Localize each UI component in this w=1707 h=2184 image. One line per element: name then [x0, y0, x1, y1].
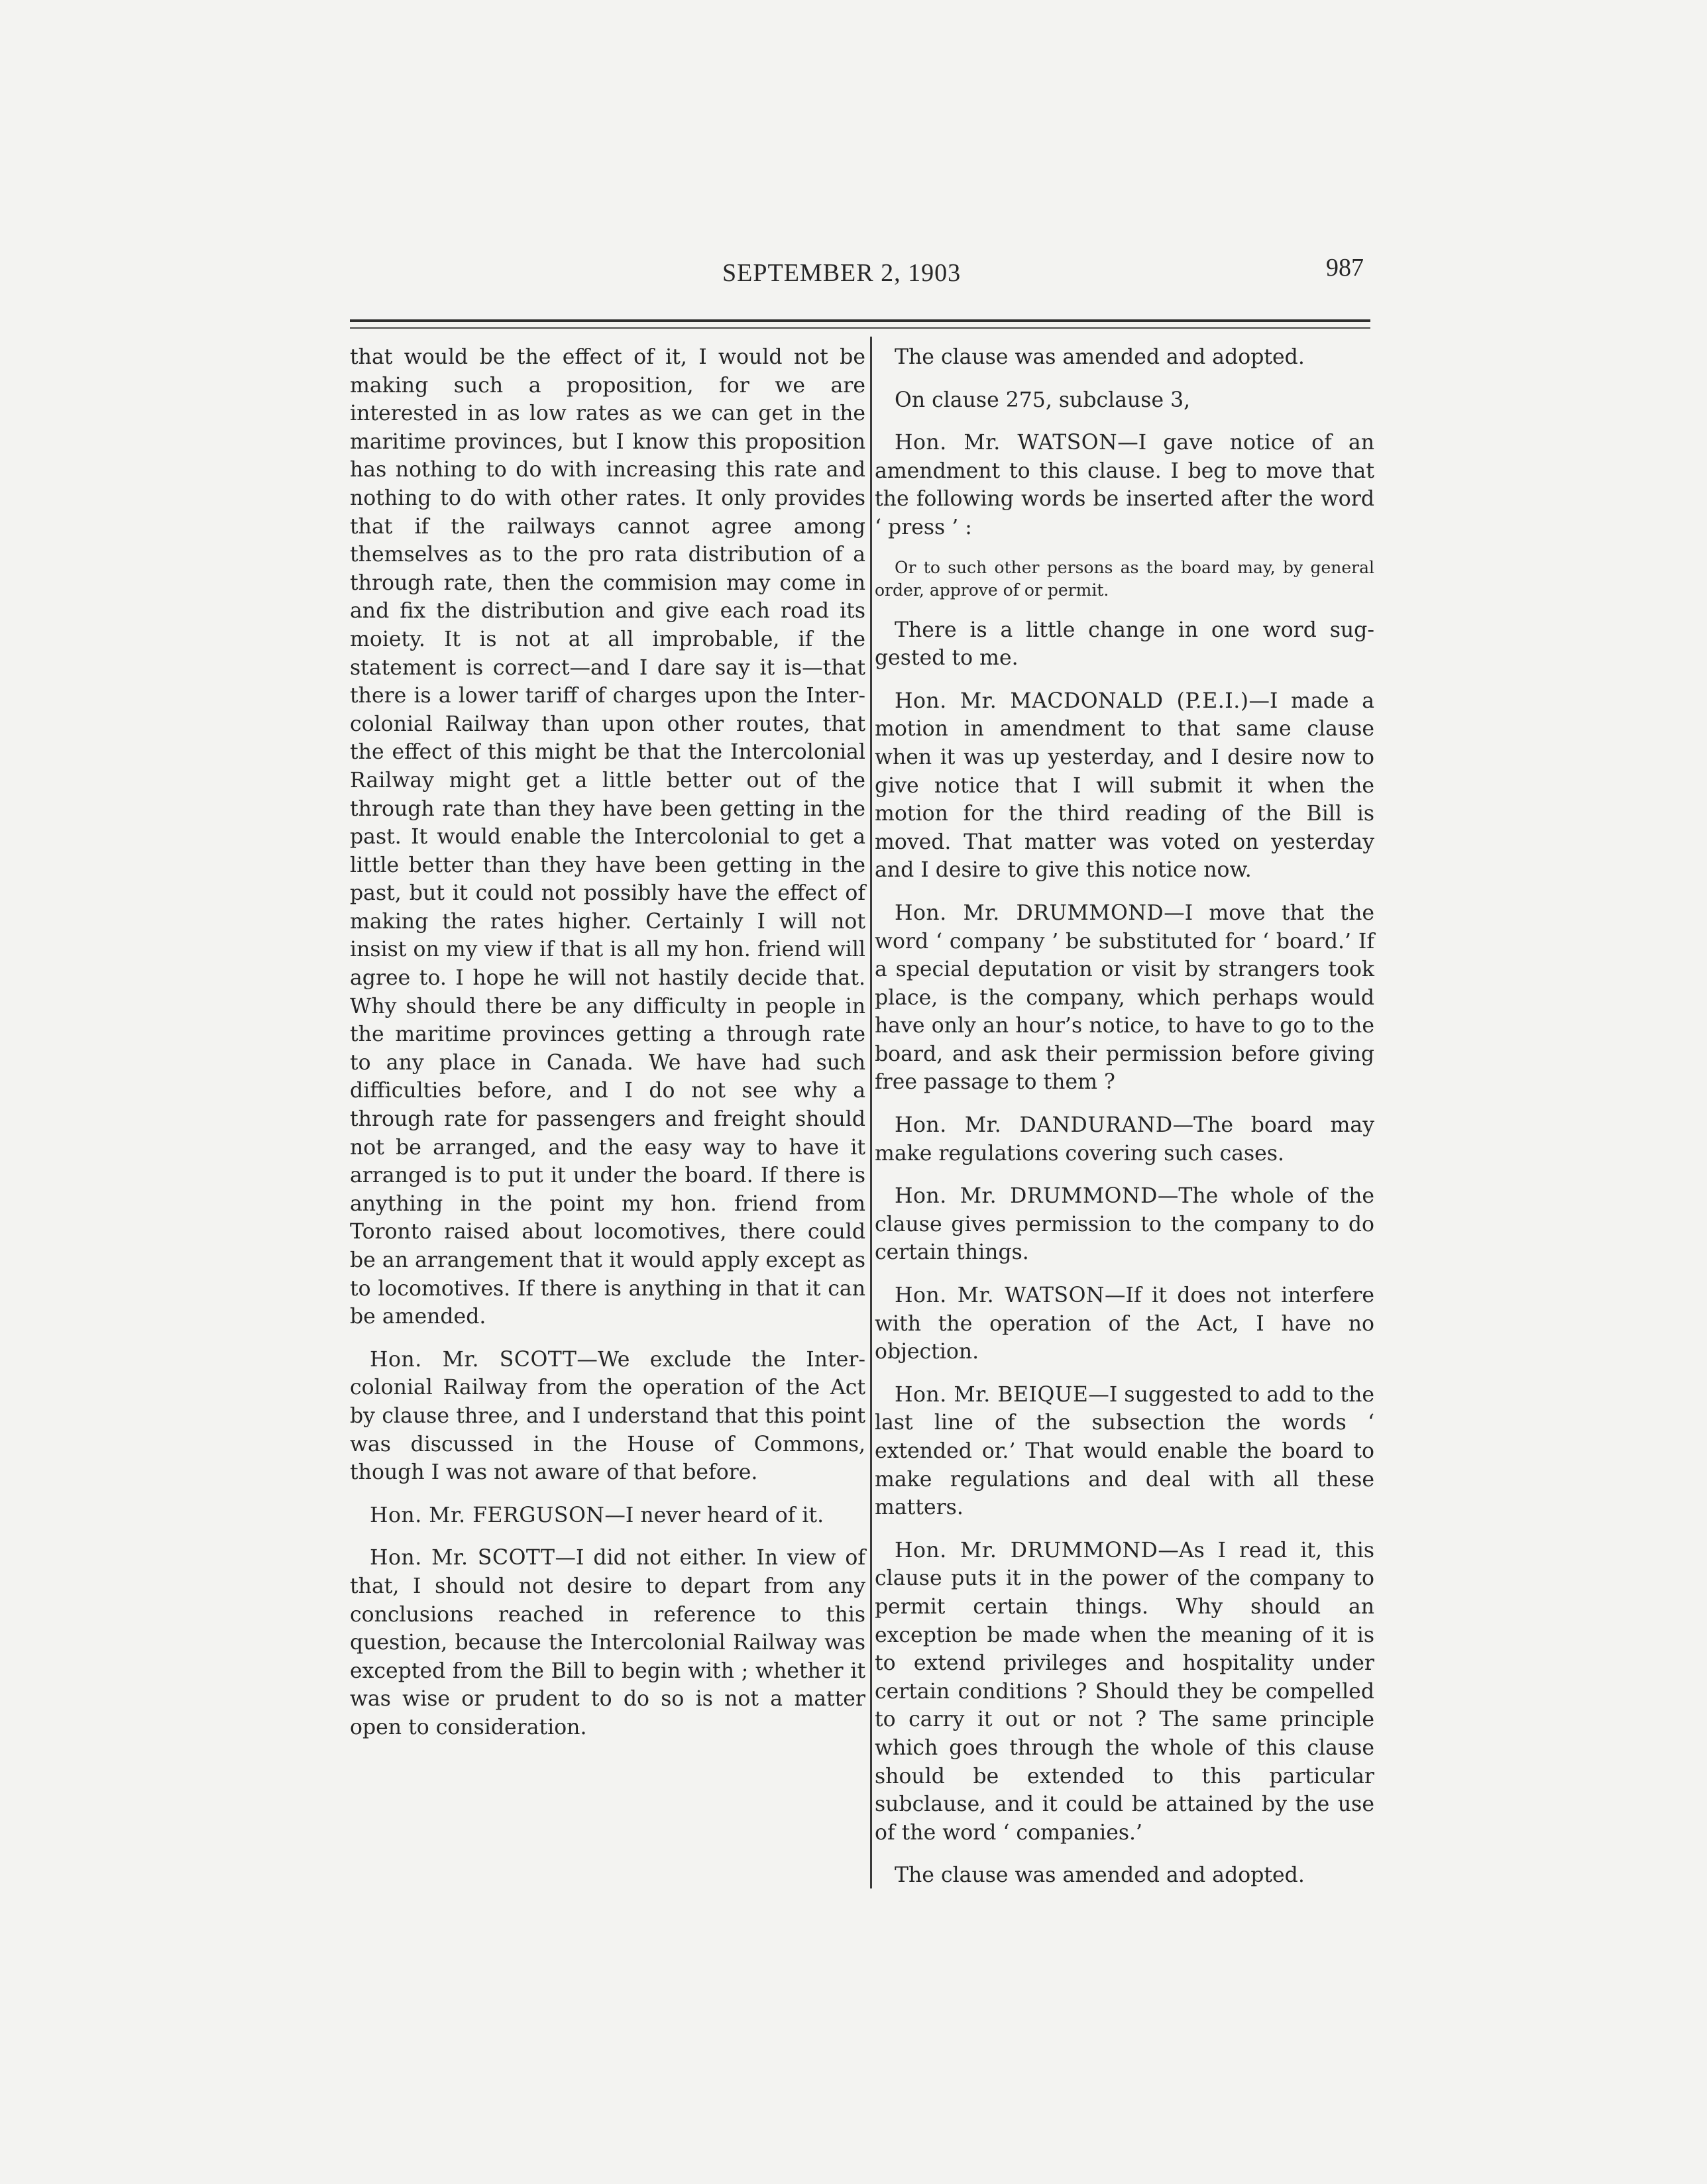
- speaker-name: Hon. Mr. WATSON: [895, 1283, 1105, 1308]
- speech-text: —We exclude the Intercolonial Railway from the operation of the Act by clause three, and I understand that this point was discussed in the House of Commons, though I was not aware of that before.: [350, 1347, 865, 1485]
- left-column: [350, 343, 865, 1757]
- paragraph-continued: that would be the effect of it, I would not be making such a proposition, for we are interested in as low rates as we can get in the maritime provinces, but I know this proposition has nothing to do with increasing this rate and nothing to do with other rates. It only provides that if the railways cannot agree among themselves as to the pro rata distribution of a through rate, then the commision may come in and fix the distribution and give each road its moiety. It is not at all improbable, if the statement is correct—and I dare say it is—that there is a lower tariff of charges upon the Intercolonial Railway than upon other routes, that the effect of this might be that the Intercolonial Railway might get a little better out of the through rate than they have been getting in the past. It would enable the Intercolonial to get a little better than they have been getting in the past, but it could not possibly have the effect of making the rates higher. Certainly I will not insist on my view if that is all my hon. friend will agree to. I hope he will not hastily decide that. Why should there be any difficulty in people in the maritime provinces getting a through rate to any place in Canada. We have had such difficulties before, and I do not see why a through rate for passengers and freight should not be arranged, and the easy way to have it arranged is to put it under the board. If there is anything in the point my hon. friend from Toronto raised about locomotives, there could be an arrangement that it would apply except as to locomotives. If there is anything in that it can be amended.: [350, 345, 865, 1329]
- speech-text: —I suggested to add to the last line of the subsection the words ‘ extended or.’ That would enable the board to make regulations and deal with all these matters.: [875, 1382, 1374, 1520]
- speaker-name: Hon. Mr. MACDONALD (P.E.I.): [895, 688, 1249, 713]
- speech-drummond-3: [875, 1537, 1374, 1847]
- amendment-quote: Or to such other persons as the board may, by general order, approve of or permit.: [875, 557, 1374, 600]
- speech-text: —If it does not interfere with the operation of the Act, I have no objection.: [875, 1283, 1375, 1364]
- speaker-name: Hon. Mr. SCOTT: [370, 1347, 577, 1372]
- speech-text: —I made a motion in amendment to that same clause when it was up yesterday, and I desire now to give notice that I will submit it when the motion for the third reading of the Bill is moved. That matter was voted on yesterday and I desire to give this notice now.: [875, 688, 1374, 883]
- speech-watson-2: [875, 1282, 1374, 1366]
- right-column: [875, 343, 1374, 1904]
- paragraph: There is a little change in one word suggested to me.: [875, 618, 1374, 671]
- speech-scott-2: [350, 1544, 865, 1741]
- column-divider: [870, 337, 872, 1888]
- speech-text: —As I read it, this clause puts it in the power of the company to permit certain things. Why should an exception be made when the meaning of it is to extend privileges and hospitality under certain conditions ? Should they be compelled to carry it out or not ? The same principle which goes through the whole of this clause should be extended to this particular subclause, and it could be attained by the use of the word ‘ companies.’: [875, 1538, 1375, 1845]
- header-rule-thin: [350, 327, 1370, 329]
- clause-heading: On clause 275, subclause 3,: [895, 388, 1191, 412]
- speech-watson-1: [875, 429, 1374, 541]
- speaker-name: Hon. Mr. BEIQUE: [895, 1382, 1089, 1407]
- speech-text: —I did not either. In view of that, I should not desire to depart from any conclusions reached in reference to this question, because the Intercolonial Railway was excepted from the Bill to begin with ; whether it was wise or prudent to do so is not a matter open to consideration.: [350, 1546, 865, 1739]
- speaker-name: Hon. Mr. DANDURAND: [895, 1113, 1173, 1138]
- speaker-name: Hon. Mr. SCOTT: [370, 1546, 555, 1570]
- speech-beique: [875, 1381, 1374, 1522]
- speaker-name: Hon. Mr. WATSON: [895, 431, 1118, 455]
- speaker-name: Hon. Mr. DRUMMOND: [895, 1184, 1158, 1209]
- page-header: [351, 254, 1372, 298]
- motion-result: The clause was amended and adopted.: [895, 1863, 1305, 1888]
- motion-result: The clause was amended and adopted.: [895, 345, 1305, 369]
- header-rule-thick: [350, 319, 1370, 322]
- page-number: 987: [1326, 254, 1364, 282]
- speech-dandurand: [875, 1111, 1374, 1168]
- speech-text: —The board may make regulations covering such cases.: [875, 1113, 1375, 1166]
- speech-drummond-1: [875, 899, 1374, 1097]
- speech-text: —The whole of the clause gives permission to the company to do certain things.: [875, 1184, 1374, 1265]
- speech-scott-1: [350, 1346, 865, 1487]
- running-title: SEPTEMBER 2, 1903: [722, 259, 962, 287]
- speech-text: —I gave notice of an amendment to this clause. I beg to move that the following words be inserted after the word ‘ press ’ :: [875, 431, 1375, 539]
- speech-macdonald: [875, 687, 1374, 885]
- speech-drummond-2: [875, 1182, 1374, 1267]
- speaker-name: Hon. Mr. DRUMMOND: [895, 901, 1164, 925]
- speaker-name: Hon. Mr. DRUMMOND: [895, 1538, 1158, 1562]
- speech-ferguson: [350, 1502, 865, 1530]
- speech-text: —I never heard of it.: [604, 1503, 824, 1527]
- speech-text: —I move that the word ‘ company ’ be substituted for ‘ board.’ If a special deputation or visit by strangers took place, is the company, which perhaps would have only an hour’s notice, to have to go to the board, and ask their permission before giving free passage to them ?: [875, 901, 1374, 1095]
- speaker-name: Hon. Mr. FERGUSON: [370, 1503, 605, 1527]
